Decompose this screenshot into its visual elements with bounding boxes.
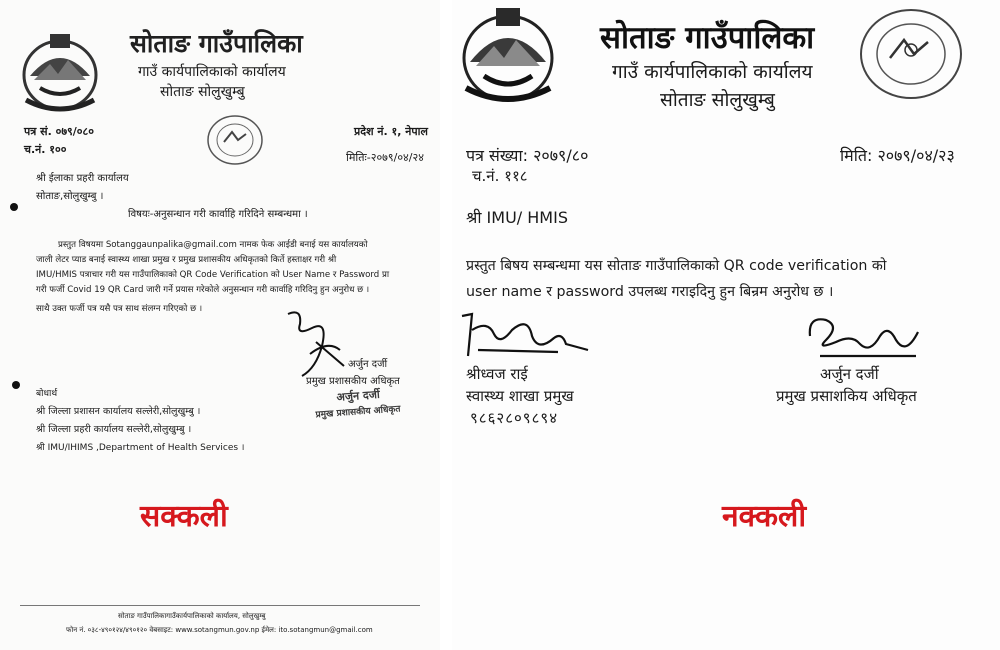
nepal-emblem-icon: [20, 30, 100, 116]
signer-1-phone: ९८६२८०९८९४: [470, 409, 559, 427]
letter-date: मिति: २०७९/०४/२३: [840, 146, 955, 165]
cc-line: श्री जिल्ला प्रशासन कार्यालय सल्लेरी,सोलुखुम्बु ।: [36, 406, 201, 417]
fake-label: नक्कली: [722, 499, 807, 534]
cc-heading: बोधार्थ: [36, 389, 58, 399]
office-name: सोताङ गाउँपालिका: [130, 29, 303, 58]
dispatch-number: च.नं. ११८: [472, 167, 528, 185]
addressee: श्री IMU/ HMIS: [466, 208, 568, 227]
office-subtitle: गाउँ कार्यपालिकाको कार्यालय: [612, 61, 813, 83]
cc-line: श्री जिल्ला प्रहरी कार्यालय सल्लेरी,सोलुखुम्बु ।: [36, 424, 192, 435]
stamp-title: प्रमुख प्रशासकीय अधिकृत: [315, 404, 401, 421]
official-stamp: [204, 112, 266, 168]
signer-1-title: स्वास्थ्य शाखा प्रमुख: [466, 387, 574, 405]
punch-hole-top: [10, 203, 18, 211]
body-line-2: user name र password उपलब्ध गराइदिनु हुन बिन्रम अनुरोध छ ।: [466, 284, 834, 300]
letter-subject: विषयः-अनुसन्धान गरी कार्वाहि गरिदिने सम्बन्धमा ।: [128, 209, 308, 220]
body-line: प्रस्तुत विषयमा Sotanggaunpalika@gmail.com नामक फेक आईडी बनाई यस कार्यालयको: [58, 240, 368, 250]
addressee-line-1: श्री ईलाका प्रहरी कार्यालय: [36, 173, 129, 184]
signer-2-title: प्रमुख प्रसाशकिय अधिकृत: [776, 387, 917, 405]
original-letter: [0, 0, 440, 650]
official-stamp: [856, 6, 966, 102]
office-subtitle: गाउँ कार्यपालिकाको कार्यालय: [138, 64, 286, 80]
province-text: प्रदेश नं. १, नेपाल: [354, 125, 428, 138]
signer-2-name: अर्जुन दर्जी: [820, 365, 879, 383]
office-place: सोताङ सोलुखुम्बु: [160, 84, 245, 100]
signature-health-chief: [458, 304, 598, 364]
body-line: IMU/HMIS पत्राचार गरी यस गाउँपालिकाको QR Code Verification को User Name र Password प्रा: [36, 270, 390, 280]
genuine-label: सक्कली: [140, 499, 228, 534]
cc-line: श्री IMU/IHIMS ,Department of Health Services ।: [36, 443, 245, 453]
body-line: साथै उक्त फर्जी पत्र यसै पत्र साथ संलग्न गरिएको छ ।: [36, 304, 203, 314]
fake-letter: [452, 0, 1000, 650]
signer-title: प्रमुख प्रशासकीय अधिकृत: [306, 376, 400, 387]
signer-1-name: श्रीध्वज राई: [466, 365, 528, 383]
office-place: सोताङ सोलुखुम्बु: [660, 89, 775, 111]
signer-name: अर्जुन दर्जी: [348, 359, 388, 370]
footer-line-1: सोताङ गाउँपालिकागाउँकार्यपालिकाको कार्यालय, सोलुखुम्बु: [118, 612, 266, 620]
reference-number: पत्र सं. ०७९/०८०: [24, 125, 94, 138]
nepal-emblem-icon: [458, 6, 558, 106]
office-name: सोताङ गाउँपालिका: [600, 20, 815, 56]
dispatch-number: च.नं. १००: [24, 143, 67, 156]
body-line-1: प्रस्तुत बिषय सम्बन्धमा यस सोताङ गाउँपालिकाको QR code verification को: [466, 258, 887, 274]
stamp-name: अर्जुन दर्जी: [335, 387, 381, 404]
addressee-line-2: सोताङ,सोलुखुम्बु ।: [36, 191, 104, 202]
footer-rule: [20, 605, 420, 606]
divider: [440, 0, 452, 650]
letter-date: मितिः-२०७९/०४/२४: [346, 151, 424, 164]
punch-hole-bottom: [12, 381, 20, 389]
signature-admin-officer: [796, 310, 936, 362]
reference-number: पत्र संख्या: २०७९/८०: [466, 146, 589, 165]
body-line: जाली लेटर प्याड बनाई स्वास्थ्य शाखा प्रमुख र प्रमुख प्रशासकीय अधिकृतको किर्ते हस्ताक्षर गरी श्री: [36, 255, 337, 265]
body-line: गरी फर्जी Covid 19 QR Card जारी गर्ने प्रयास गरेकोले अनुसन्धान गरी कार्वाहि गरिदिनु हुन अनुरोध छ ।: [36, 285, 370, 295]
footer-line-2: फोन नं. ०३८-४९०१२४/४९०१२० वेबसाइट: www.sotangmun.gov.np ईमेल: ito.sotangmun@gmail.com: [66, 626, 373, 634]
